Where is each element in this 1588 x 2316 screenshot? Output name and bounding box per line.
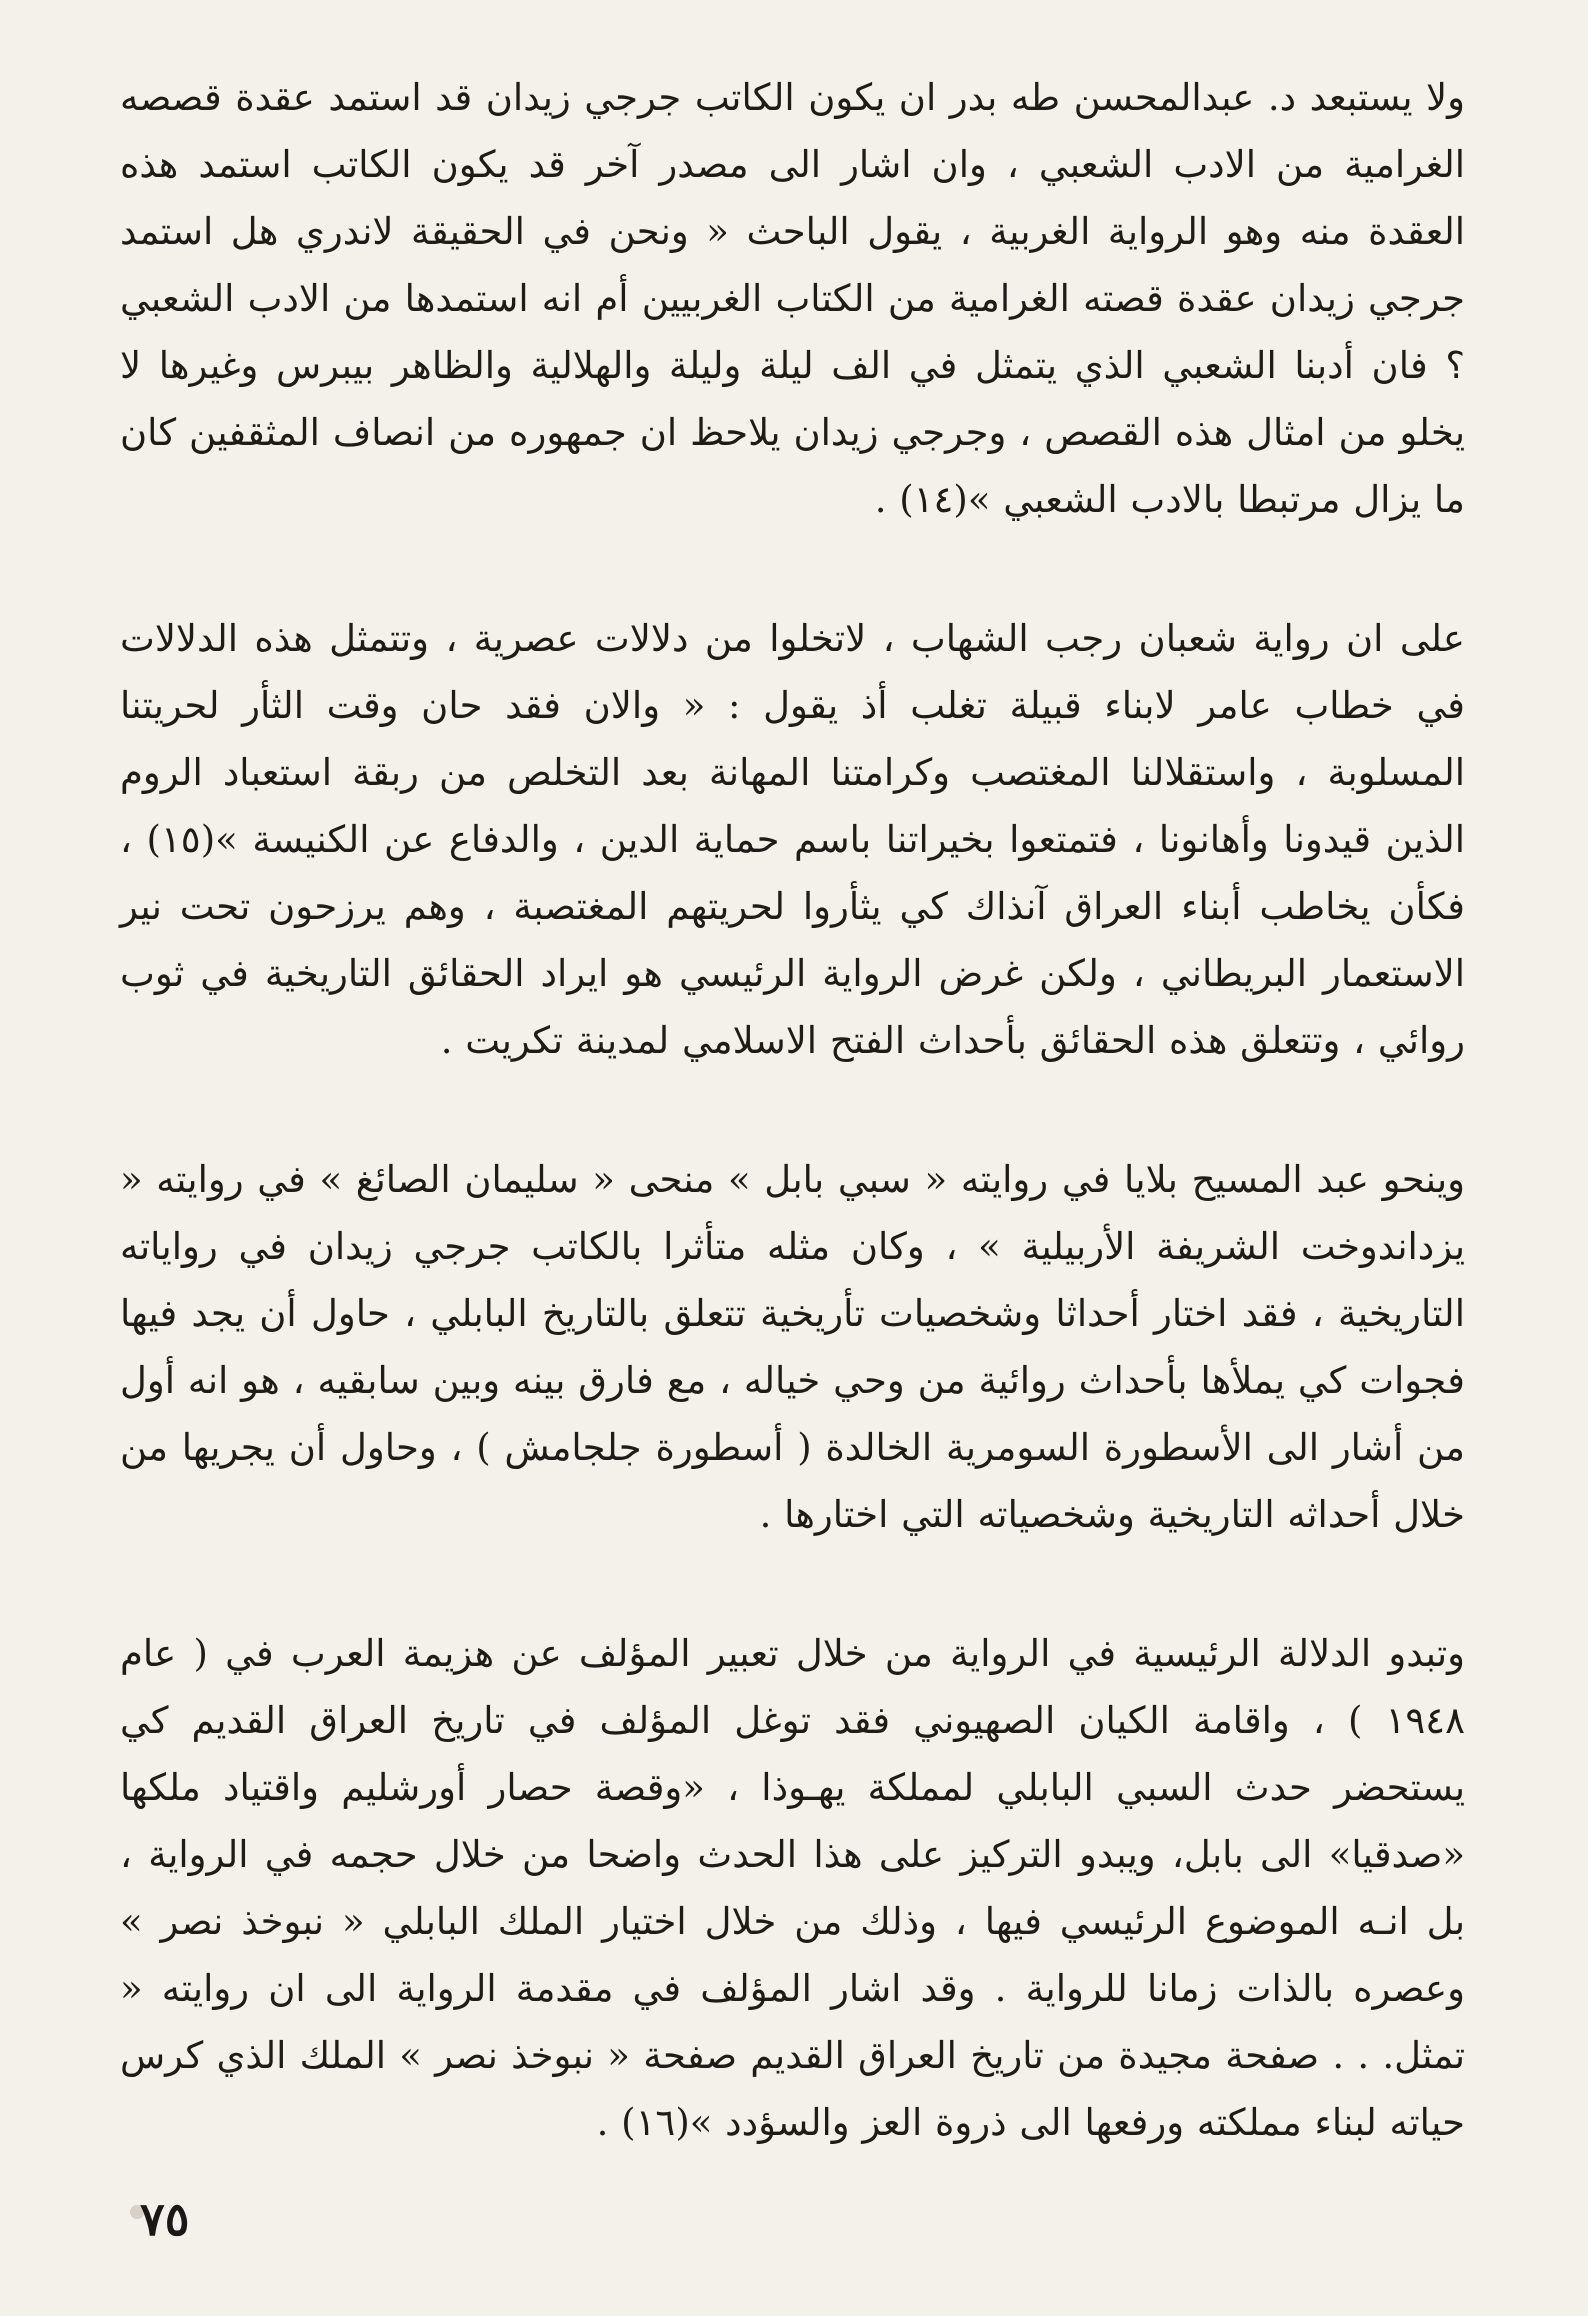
paragraph-gap [120, 1074, 1465, 1146]
paragraph-4: وتبدو الدلالة الرئيسية في الرواية من خلال تعبير المؤلف عن هزيمة العرب في ( عام ١٩٤٨ ) ، واقامة الكيان الصهيوني فقد توغل المؤلف في تاريخ العراق القديم كي يستحضر حدث السبي البابلي لمملكة يهـوذا ، «وقصة حصار أورشليم واقتياد ملكها «صدقيا» الى بابل، ويبدو التركيز على هذا الحدث واضحا من خلال حجمه في الرواية ، بل انـه الموضوع الرئيسي فيها ، وذلك من خلال اختيار الملك البابلي « نبوخذ نصر » وعصره بالذات زمانا للرواية . وقد اشار المؤلف في مقدمة الرواية الى ان روايته « تمثل. . . صفحة مجيدة من تاريخ العراق القديم صفحة « نبوخذ نصر » الملك الذي كرس حياته لبناء مملكته ورفعها الى ذروة العز والسؤدد »(١٦) . [120, 1632, 1465, 2144]
paragraph-3: وينحو عبد المسيح بلايا في روايته « سبي بابل » منحى « سليمان الصائغ » في روايته « يزداندوخت الشريفة الأربيلية » ، وكان مثله متأثرا بالكاتب جرجي زيدان في رواياته التاريخية ، فقد اختار أحداثا وشخصيات تأريخية تتعلق بالتاريخ البابلي ، حاول أن يجد فيها فجوات كي يملأها بأحداث روائية من وحي خياله ، مع فارق بينه وبين سابقيه ، هو انه أول من أشار الى الأسطورة السومرية الخالدة ( أسطورة جلجامش ) ، وحاول أن يجريها من خلال أحداثه التاريخية وشخصياته التي اختارها . [120, 1158, 1465, 1536]
paragraph-gap [120, 1548, 1465, 1620]
paragraph-gap [120, 533, 1465, 605]
paragraph-1: ولا يستبعد د. عبدالمحسن طه بدر ان يكون الكاتب جرجي زيدان قد استمد عقدة قصصه الغرامية من الادب الشعبي ، وان اشار الى مصدر آخر قد يكون الكاتب استمد هذه العقدة منه وهو الرواية الغربية ، يقول الباحث « ونحن في الحقيقة لاندري هل استمد جرجي زيدان عقدة قصته الغرامية من الكتاب الغربيين أم انه استمدها من الادب الشعبي ؟ فان أدبنا الشعبي الذي يتمثل في الف ليلة وليلة والهلالية والظاهر بيبرس وغيرها لا يخلو من امثال هذه القصص ، وجرجي زيدان يلاحظ ان جمهوره من انصاف المثقفين كان ما يزال مرتبطا بالادب الشعبي »(١٤) . [120, 76, 1465, 521]
page-body [120, 64, 1465, 2204]
paragraph-2: على ان رواية شعبان رجب الشهاب ، لاتخلوا من دلالات عصرية ، وتتمثل هذه الدلالات في خطاب عامر لابناء قبيلة تغلب أذ يقول : « والان فقد حان وقت الثأر لحريتنا المسلوبة ، واستقلالنا المغتصب وكرامتنا المهانة بعد التخلص من ربقة استعباد الروم الذين قيدونا وأهانونا ، فتمتعوا بخيراتنا باسم حماية الدين ، والدفاع عن الكنيسة »(١٥) ، فكأن يخاطب أبناء العراق آنذاك كي يثأروا لحريتهم المغتصبة ، وهم يرزحون تحت نير الاستعمار البريطاني ، ولكن غرض الرواية الرئيسي هو ايراد الحقائق التاريخية في ثوب روائي ، وتتعلق هذه الحقائق بأحداث الفتح الاسلامي لمدينة تكريت . [120, 617, 1465, 1062]
page-number: ٧٥ [140, 2192, 190, 2246]
